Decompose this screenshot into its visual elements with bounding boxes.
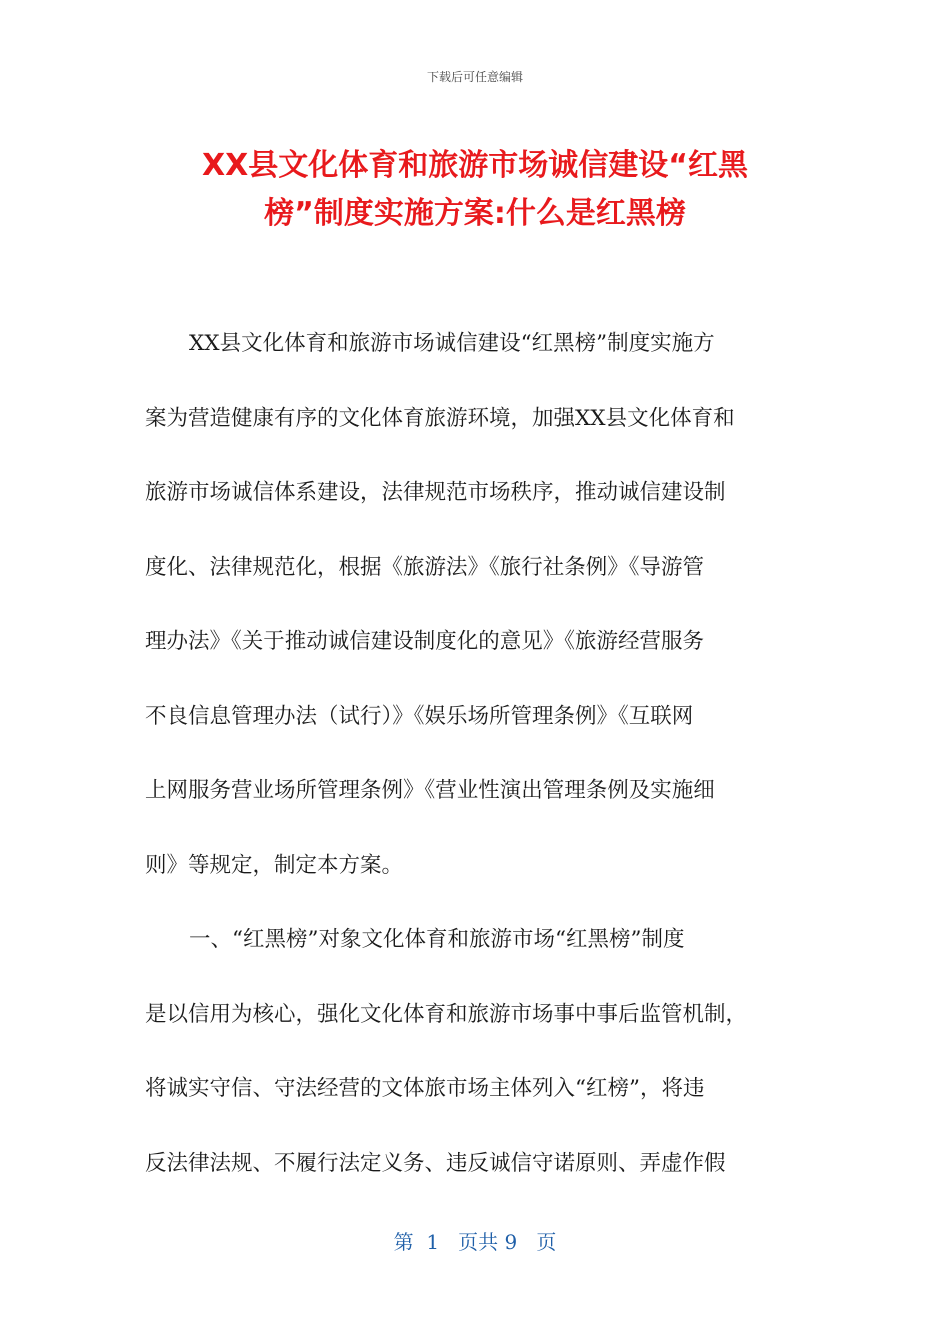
- body-line: 理办法》《关于推动诚信建设制度化的意见》《旅游经营服务: [145, 629, 705, 654]
- document-title: [140, 142, 810, 238]
- body-line: 是以信用为核心，强化文化体育和旅游市场事中事后监管机制，: [145, 1001, 748, 1027]
- body-line: 反法律法规、不履行法定义务、违反诚信守诺原则、弄虚作假: [145, 1150, 726, 1176]
- body-line: 不良信息管理办法（试行）》《娱乐场所管理条例》《互联网: [145, 703, 694, 729]
- body-line: 将诚实守信、守法经营的文体旅市场主体列入“红榜”，将违: [145, 1076, 705, 1101]
- header-note: 下载后可任意编辑: [426, 70, 523, 84]
- body-line: 旅游市场诚信体系建设，法律规范市场秩序，推动诚信建设制: [145, 480, 726, 505]
- title-line-1: XX县文化体育和旅游市场诚信建设“红黑: [202, 148, 748, 183]
- body-line: 度化、法律规范化，根据《旅游法》《旅行社条例》《导游管: [145, 554, 705, 580]
- title-line-2: 榜”制度实施方案:什么是红黑榜: [264, 196, 686, 231]
- body-line: 案为营造健康有序的文化体育旅游环境，加强XX县文化体育和: [145, 405, 735, 431]
- body-text: [145, 322, 805, 1216]
- body-line: 一、“红黑榜”对象文化体育和旅游市场“红黑榜”制度: [189, 927, 685, 952]
- body-line: 上网服务营业场所管理条例》《营业性演出管理条例及实施细: [145, 778, 715, 803]
- page-footer: 第 1 页共 9 页: [393, 1230, 557, 1254]
- body-line: XX县文化体育和旅游市场诚信建设“红黑榜”制度实施方: [189, 331, 715, 356]
- body-line: 则》等规定，制定本方案。: [145, 852, 404, 878]
